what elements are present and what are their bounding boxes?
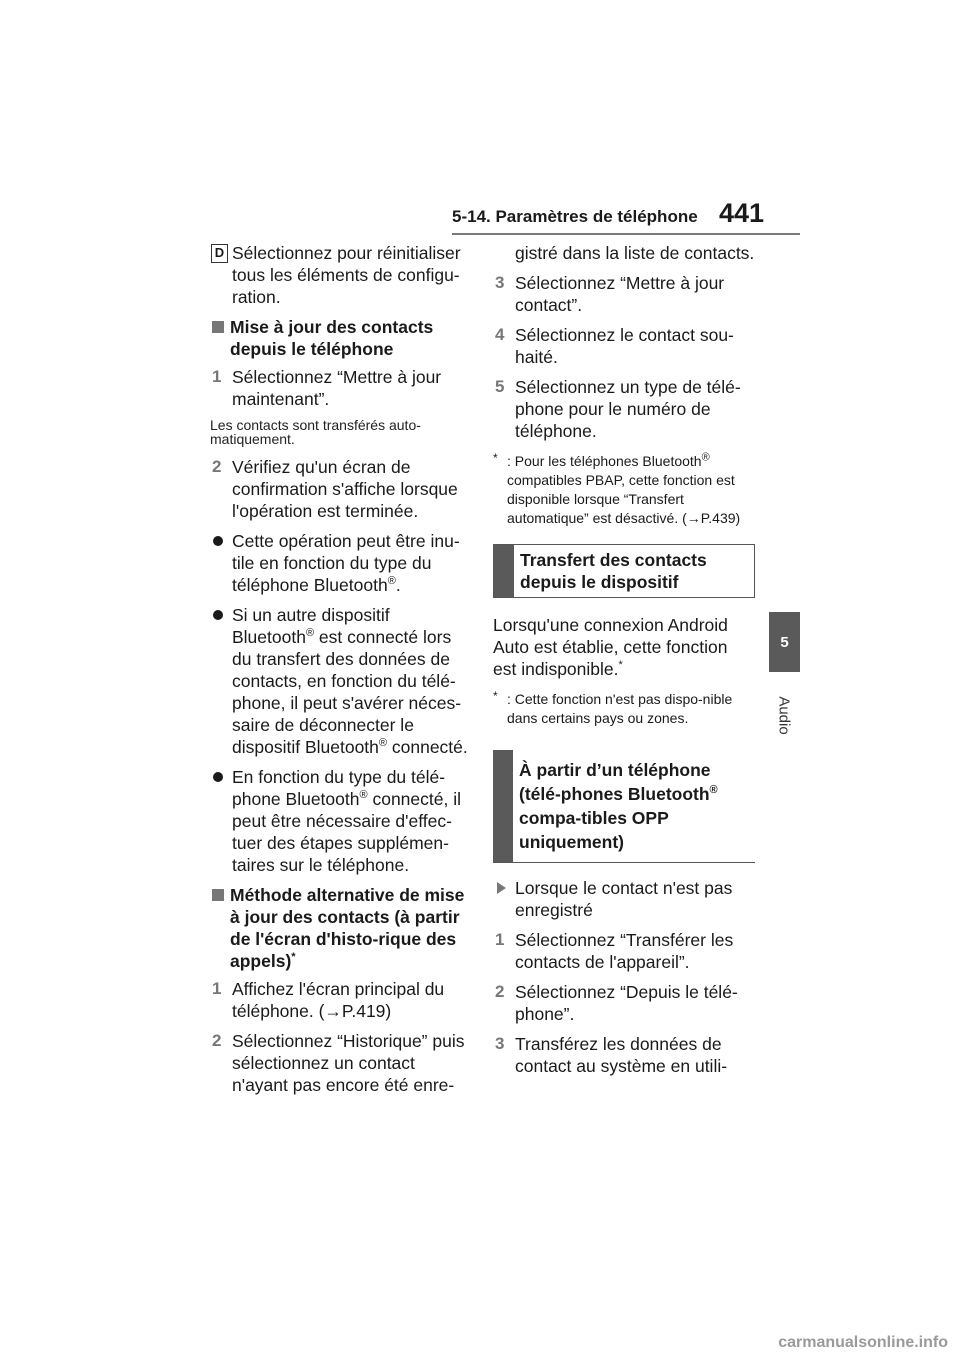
chapter-label [769, 685, 800, 745]
step-text: Sélectionnez “Transférer les contacts de l'appareil”. [515, 930, 734, 972]
chapter-label-text: Audio [776, 695, 793, 735]
item-d-badge: D [211, 244, 228, 263]
registered-mark: ® [709, 784, 718, 797]
bullet [210, 604, 475, 758]
step [493, 272, 755, 316]
step [210, 1030, 475, 1096]
footnote-text: : Cette fonction n'est pas dispo-nible dans certains pays ou zones. [507, 691, 733, 726]
note: Les contacts sont transférés auto-matiquement. [210, 417, 421, 447]
footnote [493, 452, 755, 528]
footnote-star: * [493, 451, 498, 465]
step-text: Sélectionnez “Mettre à jour maintenant”. [232, 367, 442, 409]
step-number: 3 [495, 1034, 505, 1053]
footnote-star: * [618, 659, 623, 672]
step-number: 1 [495, 930, 505, 949]
step-number: 1 [212, 979, 222, 998]
step [210, 456, 475, 522]
footnote-star: * [291, 951, 296, 964]
step-text: Sélectionnez “Depuis le télé-phone”. [515, 982, 738, 1024]
heading-alternative-method [210, 884, 475, 972]
paragraph-text: Lorsqu'une connexion Android Auto est établie, cette fonction est indisponible. [493, 615, 728, 679]
step-number: 2 [495, 982, 505, 1001]
registered-mark: ® [359, 789, 368, 802]
section-box-phone [493, 750, 755, 863]
footnote-text: : Pour les téléphones Bluetooth [507, 453, 702, 469]
heading-update-contacts [210, 316, 475, 360]
heading-text: Méthode alternative de mise à jour des contacts (à partir de l'écran d'histo-rique des appels) [230, 885, 465, 971]
section-box-transfer: Transfert des contacts depuis le dispositif [493, 544, 755, 598]
step [210, 978, 475, 1022]
bullet [210, 530, 475, 596]
bullet-text: Si un autre dispositif Bluetooth [232, 605, 390, 647]
registered-mark: ® [701, 451, 710, 464]
header-rule [452, 233, 800, 235]
step-continuation [493, 242, 755, 264]
step [210, 366, 475, 410]
item-d [210, 242, 475, 308]
box-text: compa-tibles OPP uniquement) [519, 808, 669, 852]
dot-bullet-icon [213, 610, 223, 620]
step-number: 5 [495, 377, 505, 396]
step [493, 929, 755, 973]
heading-text: Mise à jour des contacts depuis le téléphone [230, 317, 434, 359]
registered-mark: ® [387, 575, 396, 588]
left-column [210, 242, 475, 1104]
step-number: 3 [495, 273, 505, 292]
item-d-text: Sélectionnez pour réinitialiser tous les éléments de configu-ration. [232, 243, 461, 307]
page-number: 441 [719, 198, 765, 228]
step-number: 2 [212, 457, 222, 476]
bullet-text: est connecté lors du transfert des données de contacts, en fonction du télé-phone, il peut s'avérer néces-saire de déconnecter le dispositif Bluetooth [232, 627, 462, 757]
footnote-star: * [493, 689, 498, 703]
bullet-text: Cette opération peut être inu-tile en fonction du type du téléphone Bluetooth [232, 531, 460, 595]
step-number: 2 [212, 1031, 222, 1050]
sub-text: Lorsque le contact n'est pas enregistré [515, 878, 733, 920]
square-bullet-icon [212, 889, 224, 901]
page-header-title: 5-14. Paramètres de téléphone [452, 207, 698, 226]
step-text: Transférez les données de contact au système en utili- [515, 1034, 728, 1076]
step-text: Sélectionnez “Historique” puis sélectionnez un contact n'ayant pas encore été enre- [232, 1031, 465, 1095]
footnote-text: compatibles PBAP, cette fonction est disponible lorsque “Transfert automatique” est désactivé. (→P.439) [507, 472, 741, 526]
box-text: À partir d’un téléphone (télé-phones Bluetooth [519, 760, 711, 804]
dot-bullet-icon [213, 772, 223, 782]
bullet-text-end: . [395, 575, 401, 595]
paragraph [493, 614, 755, 680]
bullet-text: En fonction du type du télé-phone Bluetooth [232, 767, 446, 809]
step-text: Sélectionnez “Mettre à jour contact”. [515, 273, 725, 315]
bullet [210, 766, 475, 876]
registered-mark: ® [378, 737, 388, 750]
step-number: 1 [212, 367, 222, 386]
bullet-text: connecté. [387, 737, 468, 757]
step [493, 981, 755, 1025]
step-text: Vérifiez qu'un écran de confirmation s'affiche lorsque l'opération est terminée. [232, 457, 458, 521]
step-text: gistré dans la liste de contacts. [515, 243, 755, 263]
bullet-text: connecté, il peut être nécessaire d'effec-tuer des étapes supplémen-taires sur le téléphone. [232, 789, 461, 875]
triangle-bullet-icon [497, 882, 506, 894]
square-bullet-icon [212, 321, 224, 333]
sub-condition [493, 877, 755, 921]
registered-mark: ® [305, 627, 315, 640]
right-column [493, 242, 755, 1085]
step [493, 1033, 755, 1077]
dot-bullet-icon [213, 536, 223, 546]
watermark: carmanualsonline.info [778, 1334, 948, 1351]
step [493, 376, 755, 442]
step-text: Sélectionnez le contact sou-haité. [515, 325, 734, 367]
step [493, 324, 755, 368]
step-number: 4 [495, 325, 505, 344]
chapter-tab: 5 [769, 612, 800, 672]
footnote [493, 690, 755, 728]
step-text: Sélectionnez un type de télé-phone pour le numéro de téléphone. [515, 377, 741, 441]
step-text: Affichez l'écran principal du téléphone. (→P.419) [232, 979, 445, 1021]
